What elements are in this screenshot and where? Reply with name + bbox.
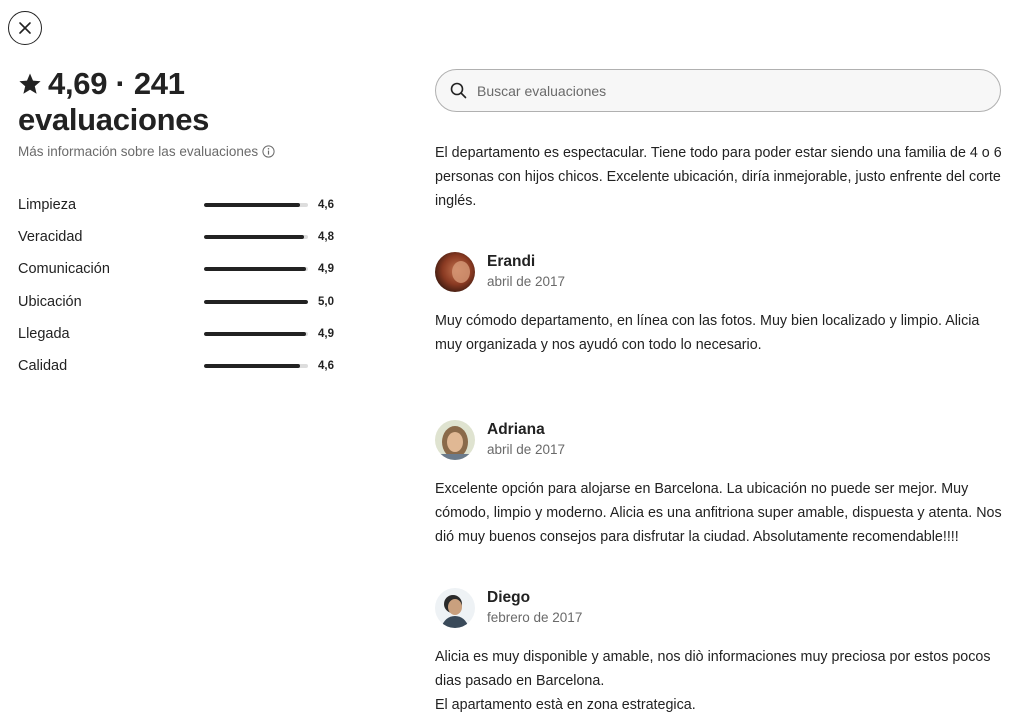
rating-separator: · [115, 66, 126, 101]
rating-bar-fill [204, 364, 300, 368]
category-value: 4,6 [318, 199, 334, 212]
reviewer-info [487, 588, 582, 628]
rating-summary-panel [18, 66, 348, 382]
rating-bar-fill [204, 300, 308, 304]
more-info-label: Más información sobre las evaluaciones [18, 144, 259, 159]
review-date: abril de 2017 [487, 274, 566, 289]
category-label: Veracidad [18, 229, 83, 246]
category-row-veracidad [18, 221, 348, 253]
rating-bar [204, 364, 308, 368]
review-text-line: El apartamento està en zona estrategica. [435, 697, 696, 713]
category-value: 5,0 [318, 295, 334, 308]
reviewer-name: Diego [487, 589, 531, 606]
review-text: Excelente opción para alojarse en Barcelona. La ubicación no puede ser mejor. Muy cómodo, limpio y moderno. Alicia es una anfitriona super amable, dispuesta y atenta. Nos dió muy buenos consejos para disfrutar la ciudad. Absolutamente recomendable!!!! [435, 481, 1002, 545]
rating-bar-fill [204, 332, 306, 336]
category-label: Calidad [18, 358, 68, 375]
category-label: Ubicación [18, 293, 82, 310]
review-count-label: evaluaciones [18, 102, 210, 137]
category-label: Comunicación [18, 261, 110, 278]
star-icon [18, 72, 42, 96]
reviewer-name: Adriana [487, 421, 545, 438]
rating-bar-fill [204, 235, 304, 239]
category-row-limpieza [18, 189, 348, 221]
rating-bar [204, 267, 308, 271]
search-box[interactable] [435, 69, 1001, 112]
category-value: 4,6 [318, 360, 334, 373]
rating-bar-fill [204, 203, 300, 207]
reviewer-info [487, 252, 565, 292]
review-date: febrero de 2017 [487, 610, 583, 625]
rating-headline [18, 66, 348, 138]
avatar[interactable] [435, 588, 475, 628]
rating-bar [204, 300, 308, 304]
review-text: El departamento es espectacular. Tiene todo para poder estar siendo una familia de 4 o 6 personas con hijos chicos. Excelente ubicación, diría inmejorable, justo enfrente del corte inglés. [435, 145, 1002, 209]
category-value: 4,9 [318, 327, 334, 340]
category-label: Limpieza [18, 197, 77, 214]
category-ratings [18, 189, 348, 382]
avatar[interactable] [435, 420, 475, 460]
category-row-comunicacion [18, 253, 348, 285]
reviewer-name: Erandi [487, 253, 536, 270]
category-label: Llegada [18, 325, 70, 342]
rating-bar [204, 332, 308, 336]
info-icon [262, 145, 275, 158]
review-count: 241 [133, 66, 185, 101]
review-text: Muy cómodo departamento, en línea con las fotos. Muy bien localizado y limpio. Alicia muy organizada y nos ayudó con todo lo necesario. [435, 313, 980, 353]
rating-value: 4,69 [48, 66, 108, 101]
reviewer-adriana [435, 420, 565, 460]
search-input[interactable] [475, 82, 979, 100]
more-info-link[interactable] [18, 144, 348, 159]
review-date: abril de 2017 [487, 442, 566, 457]
rating-bar-fill [204, 267, 306, 271]
reviewer-info [487, 420, 565, 460]
category-value: 4,8 [318, 231, 334, 244]
category-value: 4,9 [318, 263, 334, 276]
review-text [435, 645, 1005, 717]
category-row-calidad [18, 350, 348, 382]
category-row-llegada [18, 318, 348, 350]
reviewer-erandi [435, 252, 565, 292]
category-row-ubicacion [18, 286, 348, 318]
reviewer-diego [435, 588, 582, 628]
rating-bar [204, 235, 308, 239]
close-icon [18, 21, 32, 35]
rating-bar [204, 203, 308, 207]
review-text-line: Alicia es muy disponible y amable, nos diò informaciones muy preciosa por estos pocos dias pasado en Barcelona. [435, 649, 991, 689]
avatar[interactable] [435, 252, 475, 292]
close-button[interactable] [8, 11, 42, 45]
search-icon [450, 82, 467, 99]
